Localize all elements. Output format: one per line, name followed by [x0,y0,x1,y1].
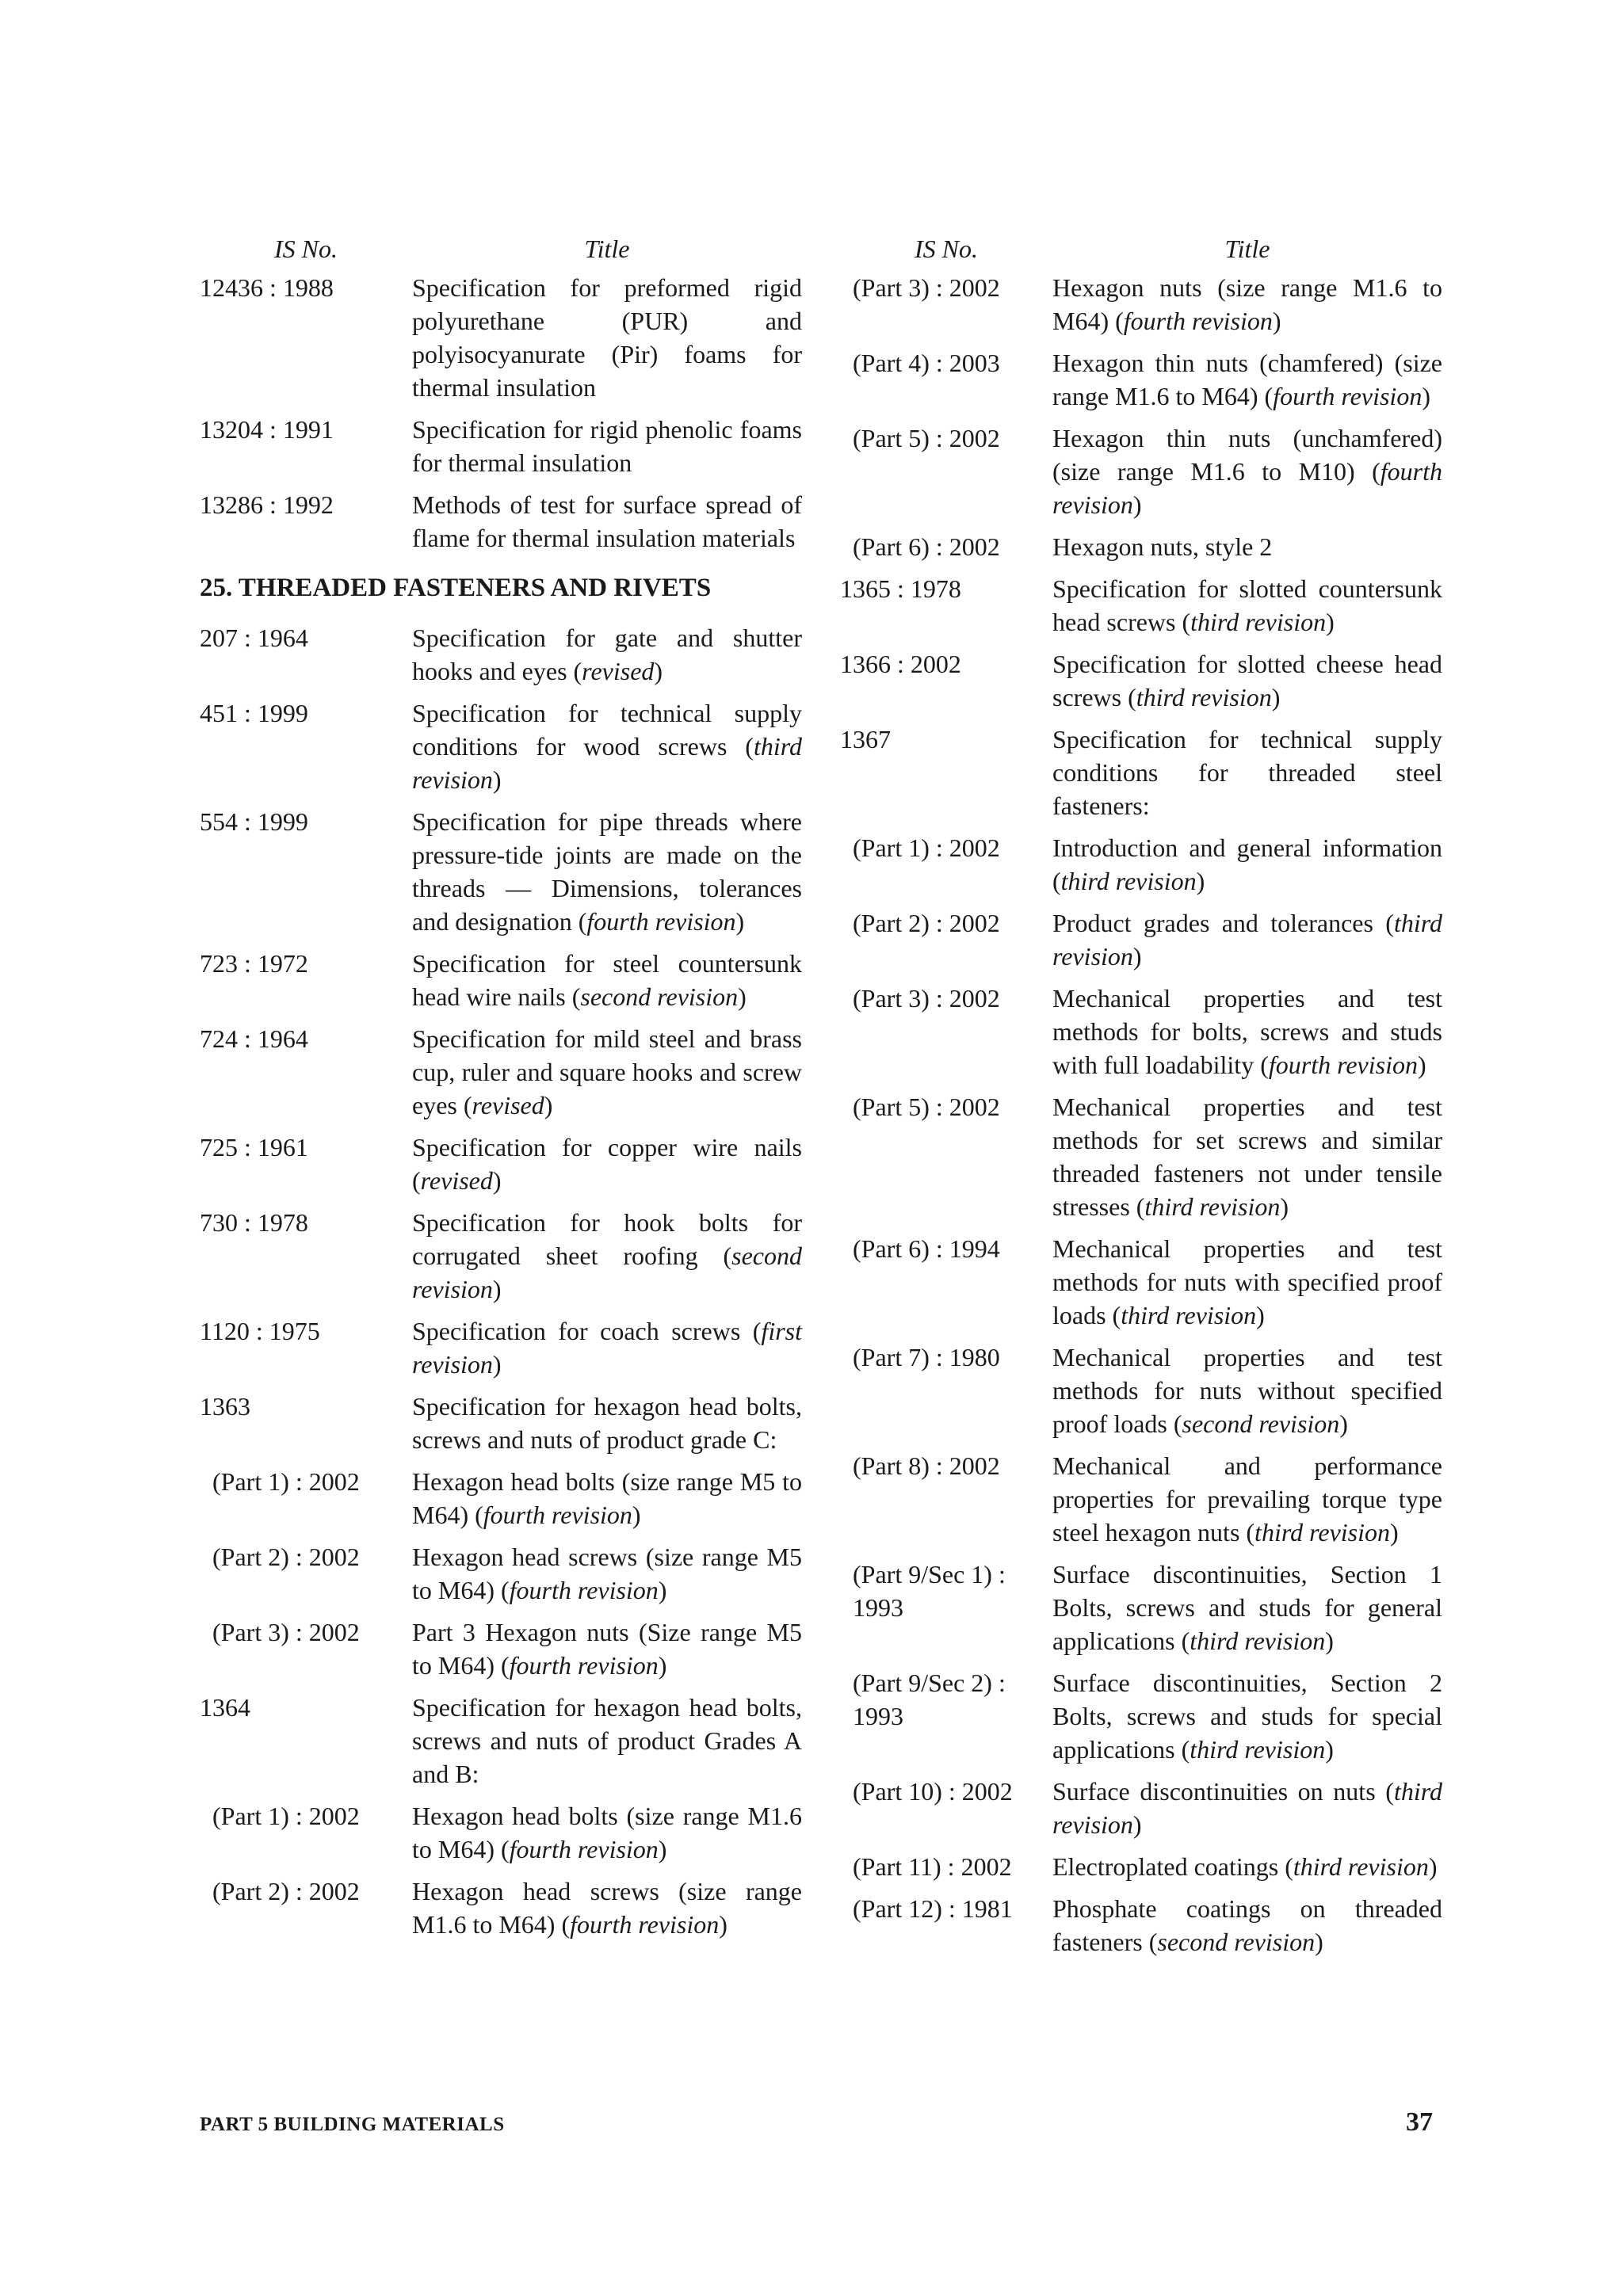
title-text: Surface discontinuities, Section 1 Bolts, screws and studs for general applications [1052,1560,1442,1655]
revision-note: fourth revision [586,907,736,936]
title-text: Specification for preformed rigid polyurethane (PUR) and polyisocyanurate (Pir) foams for thermal insulation [412,273,802,402]
standard-part-entry [840,1892,1442,1958]
title-text: Part 3 Hexagon nuts (Size range M5 to M64) [412,1618,802,1680]
is-number: (Part 6) : 1994 [853,1234,1000,1263]
revision-note: second revision [412,1241,802,1303]
standard-title: Hexagon head screws (size range M5 to M64) (fourth revision) [412,1543,802,1604]
is-number: (Part 3) : 2002 [853,984,1000,1013]
is-number: (Part 2) : 2002 [212,1877,360,1905]
is-number: 1364 [200,1693,250,1722]
standard-title: Electroplated coatings (third revision) [1052,1852,1438,1881]
standard-title: Product grades and tolerances (third revision) [1052,909,1443,971]
standard-entry [200,488,802,555]
standard-entry [840,647,1442,714]
is-number: 554 : 1999 [200,807,308,836]
standard-part-entry [840,1850,1442,1883]
title-text: Hexagon nuts (size range M1.6 to M64) [1052,273,1442,335]
standard-part-entry [840,1775,1442,1841]
standard-entry [200,1691,802,1791]
is-number: (Part 10) : 2002 [853,1777,1013,1806]
right-column-header [840,227,1442,271]
standard-title: Specification for slotted countersunk head screws (third revision) [1052,574,1442,636]
title-text: Specification for mild steel and brass cup, ruler and square hooks and screw eyes [412,1024,802,1119]
title-text: Surface discontinuities on nuts [1052,1777,1376,1806]
revision-note: third revision [1293,1852,1429,1881]
standard-part-entry [200,1615,802,1682]
standard-part-entry [840,906,1442,973]
standard-title: Hexagon nuts (size range M1.6 to M64) (fourth revision) [1052,273,1442,335]
standard-title [412,413,802,479]
standard-entry [200,1390,802,1456]
revision-note: fourth revision [509,1651,659,1680]
standard-title: Hexagon head bolts (size range M5 to M64) (fourth revision) [412,1467,802,1529]
revision-note: revised [420,1166,493,1195]
standard-title: Hexagon head bolts (size range M1.6 to M64) (fourth revision) [412,1802,802,1863]
standard-part-entry [840,831,1442,898]
is-number: (Part 12) : 1981 [853,1894,1013,1923]
revision-note: third revision [1190,1627,1326,1655]
standard-title: Surface discontinuities, Section 1 Bolts, screws and studs for general applications (third revision) [1052,1560,1442,1655]
standard-title [412,1691,802,1791]
standard-entry [200,1022,802,1122]
title-text: Specification for hexagon head bolts, screws and nuts of product grade C: [412,1392,802,1454]
is-no-header: IS No. [274,235,338,263]
is-number: 1365 : 1978 [840,574,961,603]
standard-entry [200,1131,802,1197]
revision-note: second revision [580,982,739,1011]
title-text: Mechanical properties and test methods for bolts, screws and studs with full loadability [1052,984,1442,1079]
title-text: Hexagon head bolts (size range M1.6 to M64) [412,1802,802,1863]
standard-entry [840,723,1442,822]
revision-note: second revision [1182,1409,1340,1438]
title-text: Hexagon head screws (size range M5 to M64) [412,1543,802,1604]
is-number: (Part 3) : 2002 [853,273,1000,302]
standard-part-entry [840,271,1442,338]
title-text: Specification for hexagon head bolts, screws and nuts of product Grades A and B: [412,1693,802,1788]
title-text: Mechanical properties and test methods for nuts without specified proof loads [1052,1343,1442,1438]
revision-note: fourth revision [483,1501,632,1529]
standard-title: Introduction and general information (third revision) [1052,833,1442,895]
standard-part-entry [840,530,1442,563]
standard-title: Mechanical properties and test methods for set screws and similar threaded fasteners not under tensile stresses (third revision) [1052,1093,1442,1221]
title-text: Hexagon head bolts (size range M5 to M64) [412,1467,802,1529]
is-number: (Part 5) : 2002 [853,424,1000,452]
standard-title [412,271,802,404]
title-text: Specification for steel countersunk head wire nails [412,949,802,1011]
is-number: 451 : 1999 [200,699,308,727]
is-number: (Part 2) : 2002 [853,909,1000,937]
right-entries [840,271,1442,1958]
is-number: 724 : 1964 [200,1024,308,1053]
revision-note: revised [582,657,655,685]
revision-note: third revision [1254,1518,1390,1547]
is-number: (Part 4) : 2003 [853,349,1000,377]
revision-note: revised [472,1091,544,1119]
title-text: Introduction and general information [1052,833,1442,862]
standard-title: Surface discontinuities, Section 2 Bolts, screws and studs for special applications (third revision) [1052,1669,1442,1764]
revision-note: fourth revision [1273,382,1423,410]
standard-part-entry [840,1558,1442,1657]
revision-note: third revision [1060,867,1197,895]
standard-entry [200,805,802,938]
standard-title: Phosphate coatings on threaded fasteners (second revision) [1052,1894,1442,1956]
title-text: Mechanical properties and test methods for set screws and similar threaded fasteners not under tensile stresses [1052,1093,1442,1221]
is-number: 207 : 1964 [200,624,308,652]
standard-title: Hexagon head screws (size range M1.6 to M64) (fourth revision) [412,1877,802,1939]
revision-note: fourth revision [1123,307,1273,335]
title-text: Specification for pipe threads where pressure-tide joints are made on the threads — Dimensions, tolerances and designation [412,807,802,936]
standard-title: Hexagon thin nuts (unchamfered) (size range M1.6 to M10) (fourth revision) [1052,424,1442,519]
revision-note: third revision [1121,1301,1257,1329]
footer-text: PART 5 BUILDING MATERIALS [200,2114,505,2135]
revision-note: third revision [1052,909,1443,971]
is-number: (Part 1) : 2002 [212,1467,360,1496]
standard-part-entry [840,1666,1442,1766]
is-number: (Part 11) : 2002 [853,1852,1012,1881]
standard-part-entry [840,346,1442,413]
title-text: Methods of test for surface spread of flame for thermal insulation materials [412,490,802,552]
standard-title: Mechanical and performance properties for prevailing torque type steel hexagon nuts (third revision) [1052,1451,1442,1547]
is-number: (Part 9/Sec 2) : 1993 [853,1669,1006,1730]
standard-title [412,1390,802,1456]
standard-title: Mechanical properties and test methods for nuts with specified proof loads (third revision) [1052,1234,1442,1329]
page-number: 37 [1406,2107,1433,2137]
is-number: (Part 3) : 2002 [212,1618,360,1646]
title-text: Phosphate coatings on threaded fasteners [1052,1894,1442,1956]
revision-note: second revision [1157,1928,1316,1956]
standard-title: Specification for mild steel and brass cup, ruler and square hooks and screw eyes (revised) [412,1024,802,1119]
standard-entry [200,621,802,688]
is-number: (Part 9/Sec 1) : 1993 [853,1560,1006,1622]
standard-part-entry [840,1341,1442,1440]
revision-note: third revision [1144,1192,1281,1221]
standard-part-entry [200,1799,802,1866]
standard-title: Specification for steel countersunk head wire nails (second revision) [412,949,802,1011]
section-heading: 25. THREADED FASTENERS AND RIVETS [200,574,712,602]
standard-title: Specification for gate and shutter hooks and eyes (revised) [412,624,802,685]
left-entries [200,271,802,1941]
standard-entry [200,413,802,479]
is-number: (Part 1) : 2002 [853,833,1000,862]
revision-note: first revision [412,1317,802,1379]
is-number: (Part 6) : 2002 [853,532,1000,561]
standard-entry [840,572,1442,639]
title-header: Title [1224,235,1270,263]
title-text: Surface discontinuities, Section 2 Bolts, screws and studs for special applications [1052,1669,1442,1764]
is-number: (Part 2) : 2002 [212,1543,360,1571]
standard-title: Specification for hook bolts for corrugated sheet roofing (second revision) [412,1208,802,1303]
standard-title: Specification for pipe threads where pressure-tide joints are made on the threads — Dimensions, tolerances and designation (fourth revision) [412,807,802,936]
title-text: Specification for technical supply conditions for wood screws [412,699,802,761]
revision-note: third revision [1052,1777,1443,1839]
is-number: 1120 : 1975 [200,1317,320,1345]
is-number: 725 : 1961 [200,1133,308,1161]
standard-title [412,488,802,555]
title-text: Specification for slotted countersunk head screws [1052,574,1442,636]
title-text: Specification for copper wire nails [412,1133,802,1161]
is-no-header: IS No. [915,235,978,263]
title-text: Mechanical and performance properties for prevailing torque type steel hexagon nuts [1052,1451,1442,1547]
standard-part-entry [840,982,1442,1081]
title-text: Electroplated coatings [1052,1852,1279,1881]
standard-entry [200,696,802,796]
revision-note: fourth revision [509,1835,659,1863]
title-text: Specification for hook bolts for corrugated sheet roofing [412,1208,802,1270]
revision-note: fourth revision [1052,457,1442,519]
standard-part-entry [200,1540,802,1607]
standard-entry [200,947,802,1013]
title-header: Title [584,235,630,263]
standard-title: Part 3 Hexagon nuts (Size range M5 to M64) (fourth revision) [412,1618,802,1680]
is-number: (Part 1) : 2002 [212,1802,360,1830]
title-text: Hexagon thin nuts (chamfered) (size range M1.6 to M64) [1052,349,1442,410]
page-footer [200,2107,1433,2138]
title-text: Specification for slotted cheese head screws [1052,650,1442,711]
is-number: (Part 8) : 2002 [853,1451,1000,1480]
is-number: 12436 : 1988 [200,273,334,302]
standard-title [1052,530,1442,563]
revision-note: fourth revision [570,1910,720,1939]
standard-title: Specification for technical supply conditions for wood screws (third revision) [412,699,803,794]
title-text: Specification for technical supply conditions for threaded steel fasteners: [1052,725,1442,820]
is-number: 723 : 1972 [200,949,308,978]
standard-title: Mechanical properties and test methods for bolts, screws and studs with full loadability (fourth revision) [1052,984,1442,1079]
revision-note: third revision [1190,1735,1326,1764]
standard-title: Surface discontinuities on nuts (third revision) [1052,1777,1443,1839]
right-column [840,227,1442,1967]
is-number: 1366 : 2002 [840,650,961,678]
standard-title [1052,723,1442,822]
title-text: Specification for coach screws [412,1317,741,1345]
title-text: Mechanical properties and test methods for nuts with specified proof loads [1052,1234,1442,1329]
standard-part-entry [200,1465,802,1531]
standard-title: Hexagon thin nuts (chamfered) (size range M1.6 to M64) (fourth revision) [1052,349,1442,410]
title-text: Specification for rigid phenolic foams for thermal insulation [412,415,802,477]
is-number: 13286 : 1992 [200,490,334,519]
is-number: 1367 [840,725,891,753]
standard-title: Specification for copper wire nails (revised) [412,1133,802,1195]
standard-part-entry [840,1090,1442,1223]
revision-note: third revision [1190,608,1327,636]
standard-title: Specification for slotted cheese head screws (third revision) [1052,650,1442,711]
is-number: (Part 7) : 1980 [853,1343,1000,1371]
standard-part-entry [840,1449,1442,1549]
is-number: (Part 5) : 2002 [853,1093,1000,1121]
revision-note: fourth revision [509,1576,659,1604]
title-text: Hexagon thin nuts (unchamfered) (size range M1.6 to M10) [1052,424,1442,486]
standard-part-entry [840,421,1442,521]
standard-title: Mechanical properties and test methods for nuts without specified proof loads (second revision) [1052,1343,1442,1438]
is-number: 730 : 1978 [200,1208,308,1237]
left-column [200,227,802,1950]
title-text: Hexagon head screws (size range M1.6 to M64) [412,1877,802,1939]
standard-entry [200,1206,802,1306]
standard-title: Specification for coach screws (first revision) [412,1317,802,1379]
revision-note: third revision [412,732,803,794]
standard-entry [200,271,802,404]
standard-part-entry [840,1232,1442,1332]
standard-entry [200,1314,802,1381]
standard-part-entry [200,1875,802,1941]
revision-note: fourth revision [1268,1051,1418,1079]
is-number: 1363 [200,1392,250,1421]
title-text: Hexagon nuts, style 2 [1052,532,1273,561]
title-text: Product grades and tolerances [1052,909,1373,937]
is-number: 13204 : 1991 [200,415,334,444]
revision-note: third revision [1136,683,1272,711]
left-column-header [200,227,802,271]
title-text: Specification for gate and shutter hooks and eyes [412,624,802,685]
